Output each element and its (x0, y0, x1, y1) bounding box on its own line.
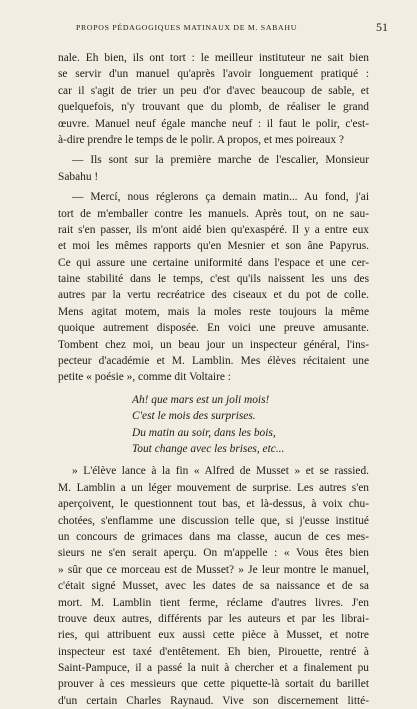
text-line: Sabahu ! (58, 170, 99, 183)
poem-line: C'est le mois des surprises. (132, 410, 256, 423)
text-line: Tombent chez moi, un beau jour un inspecteur général, l'ins- (58, 338, 369, 351)
text-line: tort de m'emballer contre les manuels. Après tout, on ne sau- (58, 207, 369, 220)
text-line: prouver à ces messieurs que cette piquette-là sortait du barillet (58, 678, 369, 691)
text-line: M. Lamblin a un léger mouvement de surprise. Les autres s'en (58, 481, 369, 494)
text-line: rait s'en passer, ils m'ont aidé bien qu'exaspéré. Il y a entre eux (58, 223, 369, 236)
text-line: c'était signé Musset, avec les dates de sa naissance et de sa (58, 580, 369, 593)
text-line: un concours de grimaces dans ma classe, aucun de ces mes- (58, 530, 369, 543)
text-line: trouve deux autres, différents par les auteurs et par les librai- (58, 612, 369, 625)
poem-line: Du matin au soir, dans les bois, (132, 426, 276, 439)
text-line: et moi les mêmes rapports qu'en Mesnier et son âne Papyrus. (58, 240, 369, 253)
text-line: ries, qui attribuent eux aussi cette pièce à Musset, et notre (58, 629, 369, 642)
text-line: inspecteur est taxé d'entêtement. Eh bien, Pirouette, rentré à (58, 645, 369, 658)
page-body (58, 50, 369, 709)
text-line: car il s'agit de trier un peu d'or d'avec beaucoup de sable, et (58, 84, 369, 97)
text-line: sieurs ne s'en serait aperçu. On m'appelle : « Vous êtes bien (58, 547, 369, 560)
poem-line: Tout change avec les brises, etc... (132, 442, 285, 455)
text-line: chotées, s'enflamme une discussion telle que, si j'eusse institué (58, 514, 369, 527)
text-line: pecteur d'académie et M. Lamblin. Mes élèves récitaient une (58, 355, 369, 368)
text-line: Saint-Pampuce, il a passé la nuit à chercher et a finalement pu (58, 662, 369, 675)
text-line: œuvre. Manuel neuf égale manche neuf : il faut le polir, c'est- (58, 117, 369, 130)
text-line: autres par la vertu recréatrice des ciseaux et du pot de colle. (58, 289, 369, 302)
text-line: Mens agitat motem, mais la moles reste toujours la même (58, 305, 369, 318)
text-line: — Ils sont sur la première marche de l'escalier, Monsieur (72, 154, 369, 167)
text-line: taine stabilité dans le temps, c'est qu'ils naissent les uns des (58, 273, 369, 286)
text-line: Ce qui assure une certaine uniformité dans l'espace et une cer- (58, 256, 369, 269)
text-line: quoique autrement disposée. En voici une preuve amusante. (58, 322, 369, 335)
running-header: PROPOS PÉDAGOGIQUES MATINAUX DE M. SABAHU (76, 23, 298, 32)
text-line: mort. M. Lamblin tient ferme, réclame d'autres livres. J'en (58, 596, 369, 609)
poem-line: Ah! que mars est un joli mois! (132, 393, 270, 406)
page-number: 51 (376, 20, 388, 34)
text-line: d'un certain Charles Raynaud. Vive son discernement litté- (58, 694, 369, 707)
text-line: quelquefois, n'y trouvant que du plomb, de réaliser le grand (58, 101, 369, 114)
text-line: » L'élève lance à la fin « Alfred de Musset » et se rassied. (72, 465, 369, 478)
text-line: à-dire prendre le temps de le polir. A propos, et mes poireaux ? (58, 133, 344, 146)
text-line: se servir d'un manuel qu'après l'avoir longuement pratiqué : (58, 68, 369, 81)
text-line: nale. Eh bien, ils ont tort : le meilleur instituteur ne sait bien (58, 52, 369, 64)
text-line: petite « poésie », comme dit Voltaire : (58, 371, 231, 384)
text-line: — Mercí, nous réglerons ça demain matin... Au fond, j'ai (72, 191, 369, 204)
text-line: aperçoivent, le questionnent tout bas, et là-dessus, à voix chu- (58, 498, 369, 511)
text-line: » sûr que ce morceau est de Musset? » Je leur montre le manuel, (58, 563, 369, 576)
